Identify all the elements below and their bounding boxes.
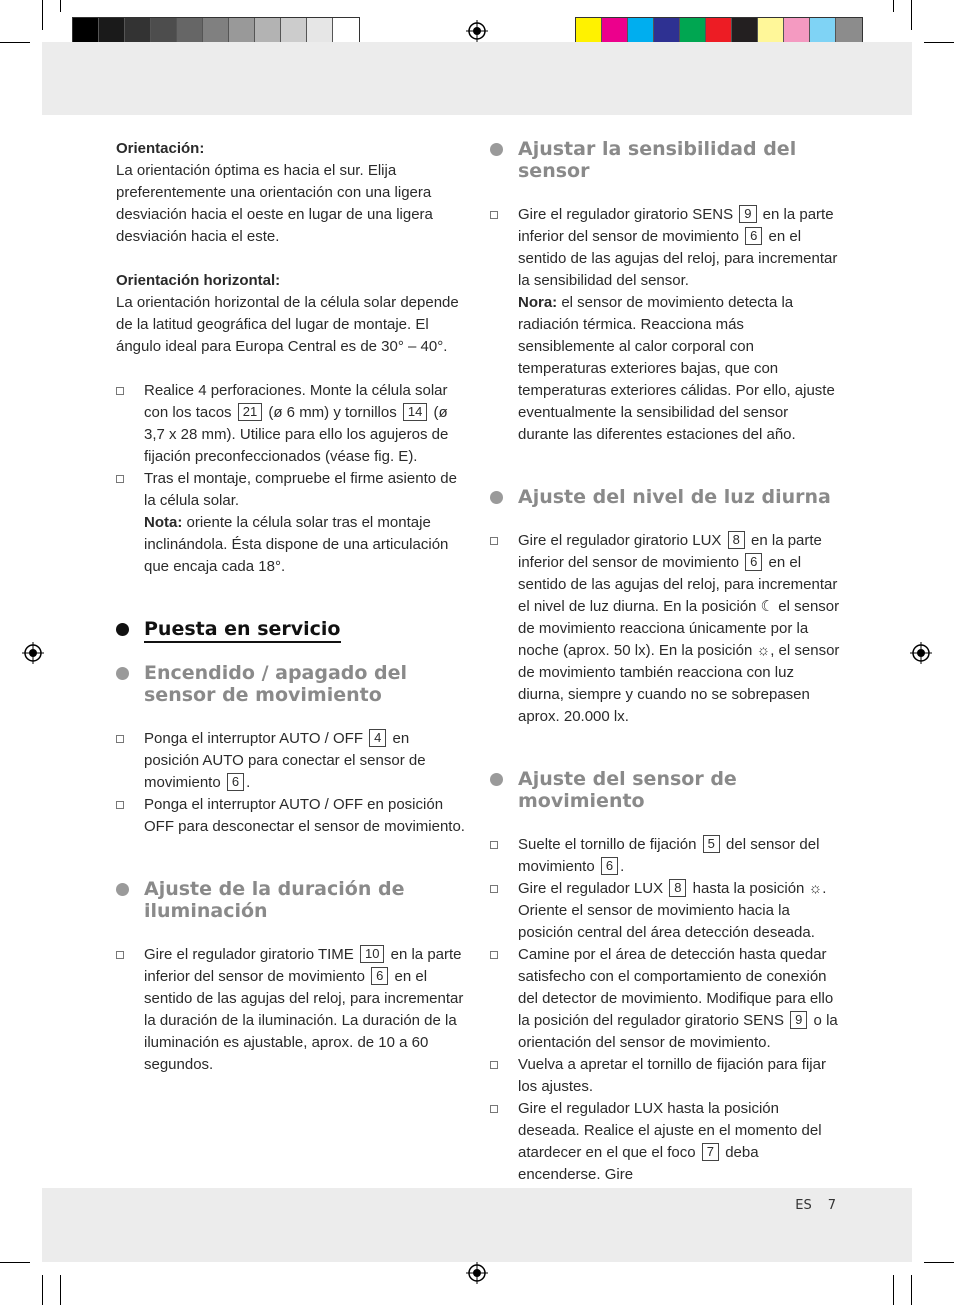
crop-mark [42,0,43,30]
note-label: Nora: [518,294,558,311]
checkbox-bullet-icon [490,1105,498,1113]
part-reference: 5 [703,835,720,853]
heading-bullet-icon [490,143,503,156]
checkbox-bullet-icon [490,885,498,893]
footer-band [42,1188,912,1262]
registration-mark-icon [910,642,932,664]
list-item: Gire el regulador giratorio TIME 10 en la parte inferior del sensor de movimiento 6 en el sentido de las agujas del reloj, para incrementar la duración de la iluminación. La duración de la iluminación es ajustable, aprox. de 10 a 60 segundos. [116,944,468,1076]
crop-mark [924,42,954,43]
crop-mark [0,1262,30,1263]
list-item: Gire el regulador giratorio SENS 9 en la parte inferior del sensor de movimiento 6 en el sentido de las agujas del reloj, para incrementar la sensibilidad del sensor. Nora: el sensor de movimiento detecta la radiación térmica. Reacciona más sensiblemente al calor corporal con temperaturas exteriores bajas, que con temperaturas exteriores cálidas. Por ello, ajuste eventualmente la sensibilidad del sensor durante las diferentes estaciones del año. [490,204,842,446]
checkbox-bullet-icon [490,211,498,219]
list-item: Vuelva a apretar el tornillo de fijación para fijar los ajustes. [490,1054,842,1098]
checkbox-bullet-icon [490,841,498,849]
crop-mark [893,0,894,12]
orientation-label: Orientación: [116,140,205,157]
crop-mark [924,1262,954,1263]
part-reference: 8 [669,879,686,897]
part-reference: 4 [369,729,386,747]
crop-mark [60,1275,61,1305]
horizontal-orientation-text: La orientación horizontal de la célula solar depende de la latitud geográfica del lugar de montaje. El ángulo ideal para Europa Central es de 30° – 40°. [116,294,459,355]
left-column [116,138,468,1076]
list-item: Ponga el interruptor AUTO / OFF 4 en posición AUTO para conectar el sensor de movimiento 6 . [116,728,468,794]
part-reference: 6 [745,227,762,245]
part-reference: 9 [790,1011,807,1029]
checkbox-bullet-icon [490,951,498,959]
list-item: Ponga el interruptor AUTO / OFF en posición OFF para desconectar el sensor de movimiento. [116,794,468,838]
part-reference: 8 [728,531,745,549]
list-item: Gire el regulador LUX hasta la posición deseada. Realice el ajuste en el momento del atardecer en el que el foco 7 deba encenderse. Gire [490,1098,842,1186]
heading-bullet-icon [490,491,503,504]
crop-mark [0,42,30,43]
note-label: Nota: [144,514,183,531]
section-heading: Encendido / apagado del sensor de movimiento [116,662,468,706]
crop-mark [911,1275,912,1305]
page-footer [795,1198,836,1213]
list-item: Suelte el tornillo de fijación 5 del sensor del movimiento 6 . [490,834,842,878]
list-item: Camine por el área de detección hasta quedar satisfecho con el comportamiento de conexión del detector de movimiento. Modifique para ello la posición del regulador giratorio SENS 9 o la orientación del sensor de movimiento. [490,944,842,1054]
crop-mark [911,0,912,30]
header-band [42,42,912,115]
language-code: ES [795,1198,812,1213]
registration-mark-icon [466,1262,488,1284]
heading-bullet-icon [116,667,129,680]
checkbox-bullet-icon [116,475,124,483]
section-heading: Ajuste del sensor de movimiento [490,768,842,812]
section-heading: Ajustar la sensibilidad del sensor [490,138,842,182]
orientation-text: La orientación óptima es hacia el sur. Elija preferentemente una orientación con una ligera desviación hacia el oeste en lugar de una ligera desviación hacia el este. [116,162,433,245]
list-item: Realice 4 perforaciones. Monte la célula solar con los tacos 21 (ø 6 mm) y tornillos 14 (ø 3,7 x 28 mm). Utilice para ello los agujeros de fijación preconfeccionados (véase fig. E). [116,380,468,468]
list-item: Tras el montaje, compruebe el firme asiento de la célula solar. Nota: oriente la célula solar tras el montaje inclinándola. Ésta dispone de una articulación que encaja cada 18°. [116,468,468,578]
crop-mark [60,0,61,12]
part-reference: 6 [745,553,762,571]
heading-bullet-icon [116,883,129,896]
checkbox-bullet-icon [116,801,124,809]
registration-mark-icon [22,642,44,664]
section-heading: Ajuste del nivel de luz diurna [490,486,842,508]
list-item: Gire el regulador LUX 8 hasta la posición ☼. Oriente el sensor de movimiento hacia la posición central del área detección deseada. [490,878,842,944]
checkbox-bullet-icon [116,387,124,395]
part-reference: 10 [360,945,384,963]
part-reference: 6 [601,857,618,875]
part-reference: 14 [403,403,427,421]
list-item: Gire el regulador giratorio LUX 8 en la parte inferior del sensor de movimiento 6 en el sentido de las agujas del reloj, para incrementar el nivel de luz diurna. En la posición ☾ el sensor de movimiento reacciona únicamente por la noche (aprox. 50 lx). En la posición ☼, el sensor de movimiento también reacciona con luz diurna, siempre y cuando no se sobrepasen aprox. 20.000 lx. [490,530,842,728]
part-reference: 6 [227,773,244,791]
heading-bullet-icon [116,623,129,636]
part-reference: 9 [739,205,756,223]
heading-bullet-icon [490,773,503,786]
crop-mark [42,1275,43,1305]
horizontal-orientation-label: Orientación horizontal: [116,272,281,289]
part-reference: 7 [702,1143,719,1161]
right-column [490,138,842,1186]
registration-mark-icon [466,20,488,42]
part-reference: 6 [371,967,388,985]
part-reference: 21 [238,403,262,421]
page-number: 7 [827,1198,836,1213]
checkbox-bullet-icon [490,1061,498,1069]
crop-mark [893,1275,894,1305]
checkbox-bullet-icon [490,537,498,545]
checkbox-bullet-icon [116,951,124,959]
section-heading: Ajuste de la duración de iluminación [116,878,468,922]
checkbox-bullet-icon [116,735,124,743]
section-heading: Puesta en servicio [116,618,468,640]
